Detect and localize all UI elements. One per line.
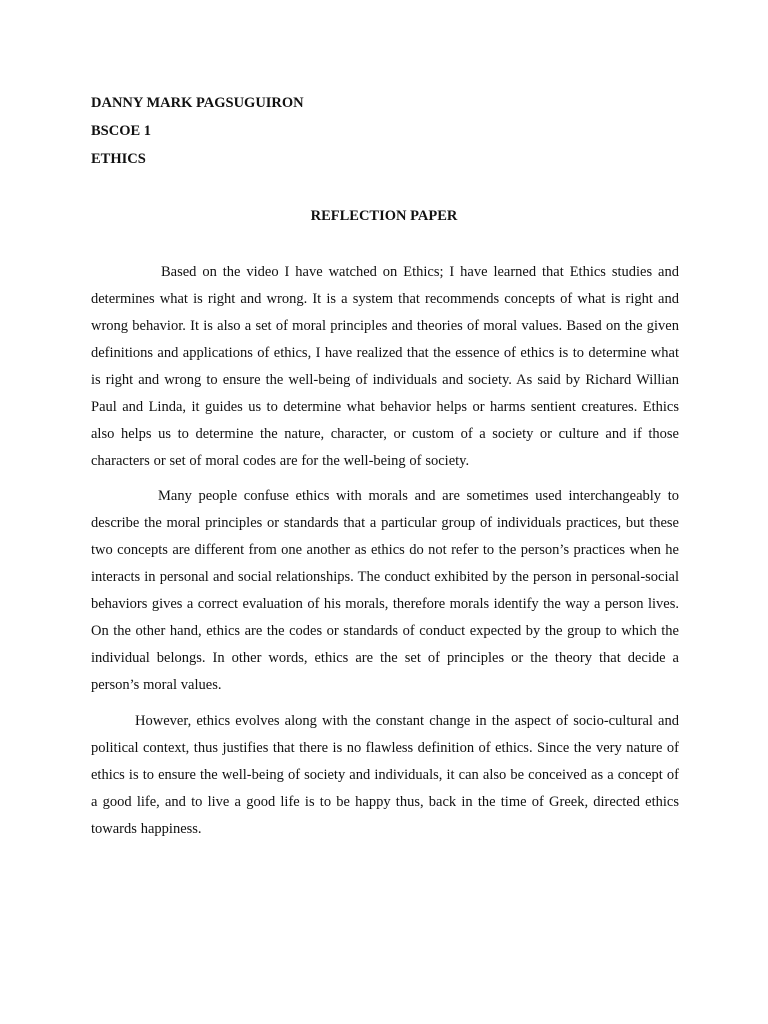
paragraph-1: Based on the video I have watched on Ethics; I have learned that Ethics studies and determines what is right and wrong. It is a system that recommends concepts of what is right and wrong behavior. It is also a set of moral principles and theories of moral values. Based on the given definitions and applications of ethics, I have realized that the essence of ethics is to determine what is right and wrong to ensure the well-being of individuals and society. As said by Richard Willian Paul and Linda, it guides us to determine what behavior helps or harms sentient creatures. Ethics also helps us to determine the nature, character, or custom of a society or culture and if those characters or set of moral codes are for the well-being of society. bbox=[91, 264, 679, 469]
document-title: REFLECTION PAPER bbox=[310, 208, 458, 224]
paragraph-3: However, ethics evolves along with the constant change in the aspect of socio-cultural and political context, thus justifies that there is no flawless definition of ethics. Since the very nature of ethics is to ensure the well-being of society and individuals, it can also be conceived as a concept of a good life, and to live a good life is to be happy thus, back in the time of Greek, directed ethics towards happiness. bbox=[91, 713, 679, 837]
subject-label: ETHICS bbox=[91, 151, 146, 167]
course-label: BSCOE 1 bbox=[91, 123, 152, 139]
paragraph-2: Many people confuse ethics with morals and are sometimes used interchangeably to describe the moral principles or standards that a particular group of individuals practices, but these two concepts are different from one another as ethics do not refer to the person’s practices when he interacts in personal and social relationships. The conduct exhibited by the person in personal-social behaviors gives a correct evaluation of his morals, therefore morals identify the way a person lives. On the other hand, ethics are the codes or standards of conduct expected by the group to which the individual belongs. In other words, ethics are the set of principles or the theory that decide a person’s moral values. bbox=[91, 488, 679, 693]
author-name: DANNY MARK PAGSUGUIRON bbox=[91, 95, 304, 111]
